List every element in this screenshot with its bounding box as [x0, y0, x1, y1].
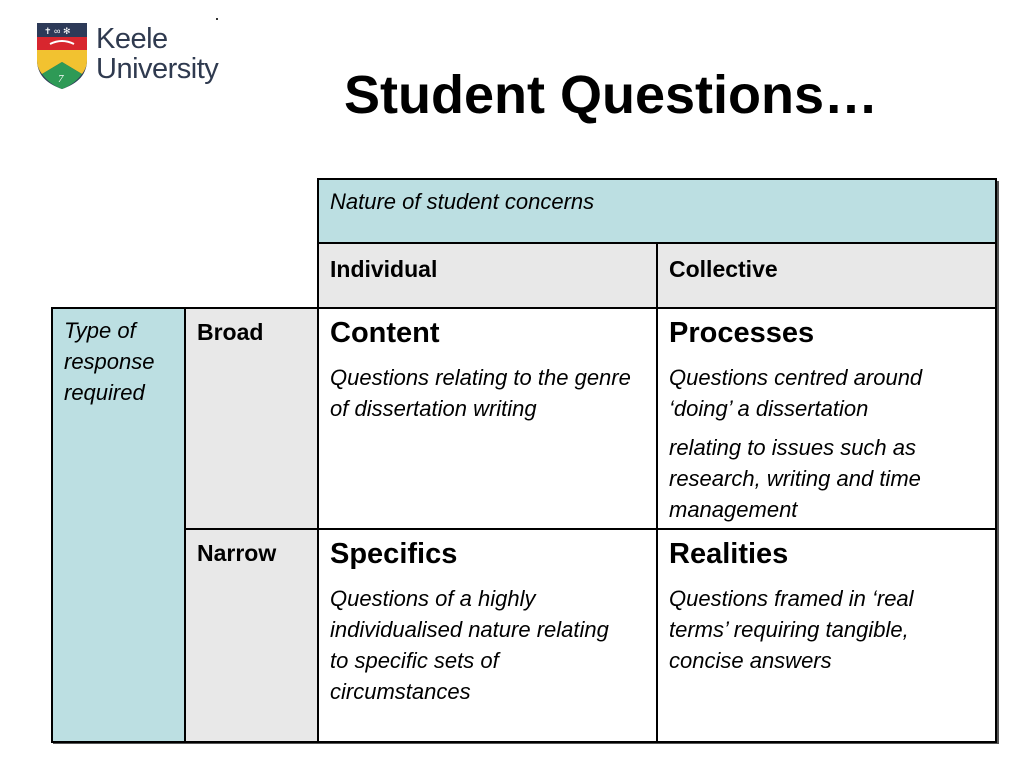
cell-content-title: Content: [330, 317, 440, 349]
page-title: Student Questions…: [344, 65, 879, 125]
col2-label: Collective: [669, 256, 778, 282]
svg-text:✝ ∞ ✻: ✝ ∞ ✻: [44, 26, 71, 36]
shield-icon: [36, 22, 88, 90]
cell-specifics-text: Questions of a highly individualised nature relating to specific sets of circumstances: [330, 586, 609, 704]
cell-realities-text: Questions framed in ‘real terms’ requiring tangible, concise answers: [669, 586, 914, 673]
cell-processes-text2: relating to issues such as research, writing and time management: [669, 435, 921, 522]
col1-label: Individual: [330, 256, 438, 282]
cell-specifics-title: Specifics: [330, 538, 458, 570]
stray-dot: [216, 18, 218, 20]
cell-content: [317, 307, 658, 530]
logo-wordmark: [96, 24, 218, 84]
side-header-label: Type of response required: [64, 318, 155, 405]
svg-text:7: 7: [58, 73, 64, 85]
row-header-broad: [184, 307, 319, 530]
row2-label: Narrow: [197, 540, 277, 566]
cell-realities: [656, 528, 997, 743]
cell-content-text: Questions relating to the genre of dissertation writing: [330, 365, 631, 421]
row1-label: Broad: [197, 319, 264, 345]
cell-specifics: [317, 528, 658, 743]
cell-realities-title: Realities: [669, 538, 789, 570]
row-header-narrow: [184, 528, 319, 743]
cell-processes-title: Processes: [669, 317, 815, 349]
row-header-type: [51, 307, 186, 743]
logo-line2: University: [96, 53, 219, 85]
cell-processes-text: Questions centred around ‘doing’ a dissertation: [669, 365, 923, 421]
column-header-collective: [656, 242, 997, 309]
keele-logo: [36, 22, 236, 92]
column-header-individual: [317, 242, 658, 309]
cell-processes: [656, 307, 997, 530]
header-nature-label: Nature of student concerns: [330, 189, 595, 214]
logo-line1: Keele: [96, 23, 168, 55]
header-nature: [317, 178, 997, 244]
